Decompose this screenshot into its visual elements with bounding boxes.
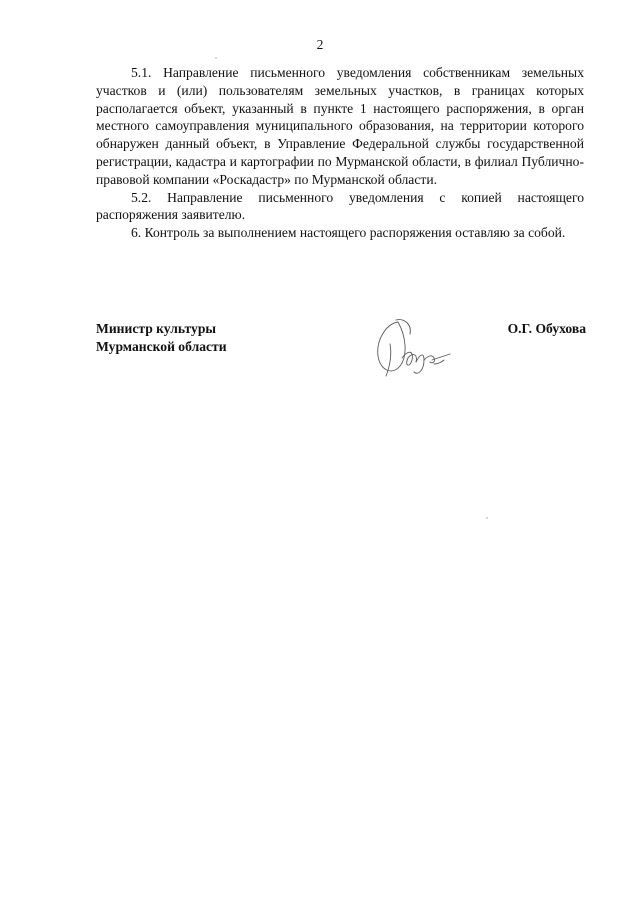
signer-position-line-2: Мурманской области [96, 338, 227, 354]
paragraph-5-1: 5.1. Направление письменного уведомления собственникам земельных участков и (или) пользователям земельных участков, в границах которых располагается объект, указанный в пункте 1 настоящего распоряжения, в орган местного самоуправления муниципального образования, на территории которого обнаружен данный объект, в Управление Федеральной службы государственной регистрации, кадастра и картографии по Мурманской области, в филиал Публично-правовой компании «Роскадастр» по Мурманской области. [96, 65, 584, 187]
scan-speck [215, 57, 217, 59]
paragraph-5-2: 5.2. Направление письменного уведомления с копией настоящего распоряжения заявителю. [96, 189, 584, 223]
document-body [96, 64, 584, 242]
signer-name: О.Г. Обухова [507, 321, 586, 336]
scan-speck [486, 517, 488, 519]
handwritten-signature [368, 314, 458, 386]
signature-block [96, 320, 588, 390]
signer-position [96, 320, 227, 355]
page-number: 2 [316, 37, 324, 52]
paragraph-6: 6. Контроль за выполнением настоящего распоряжения оставляю за собой. [131, 225, 566, 241]
signer-position-line-1: Министр культуры [96, 321, 217, 336]
